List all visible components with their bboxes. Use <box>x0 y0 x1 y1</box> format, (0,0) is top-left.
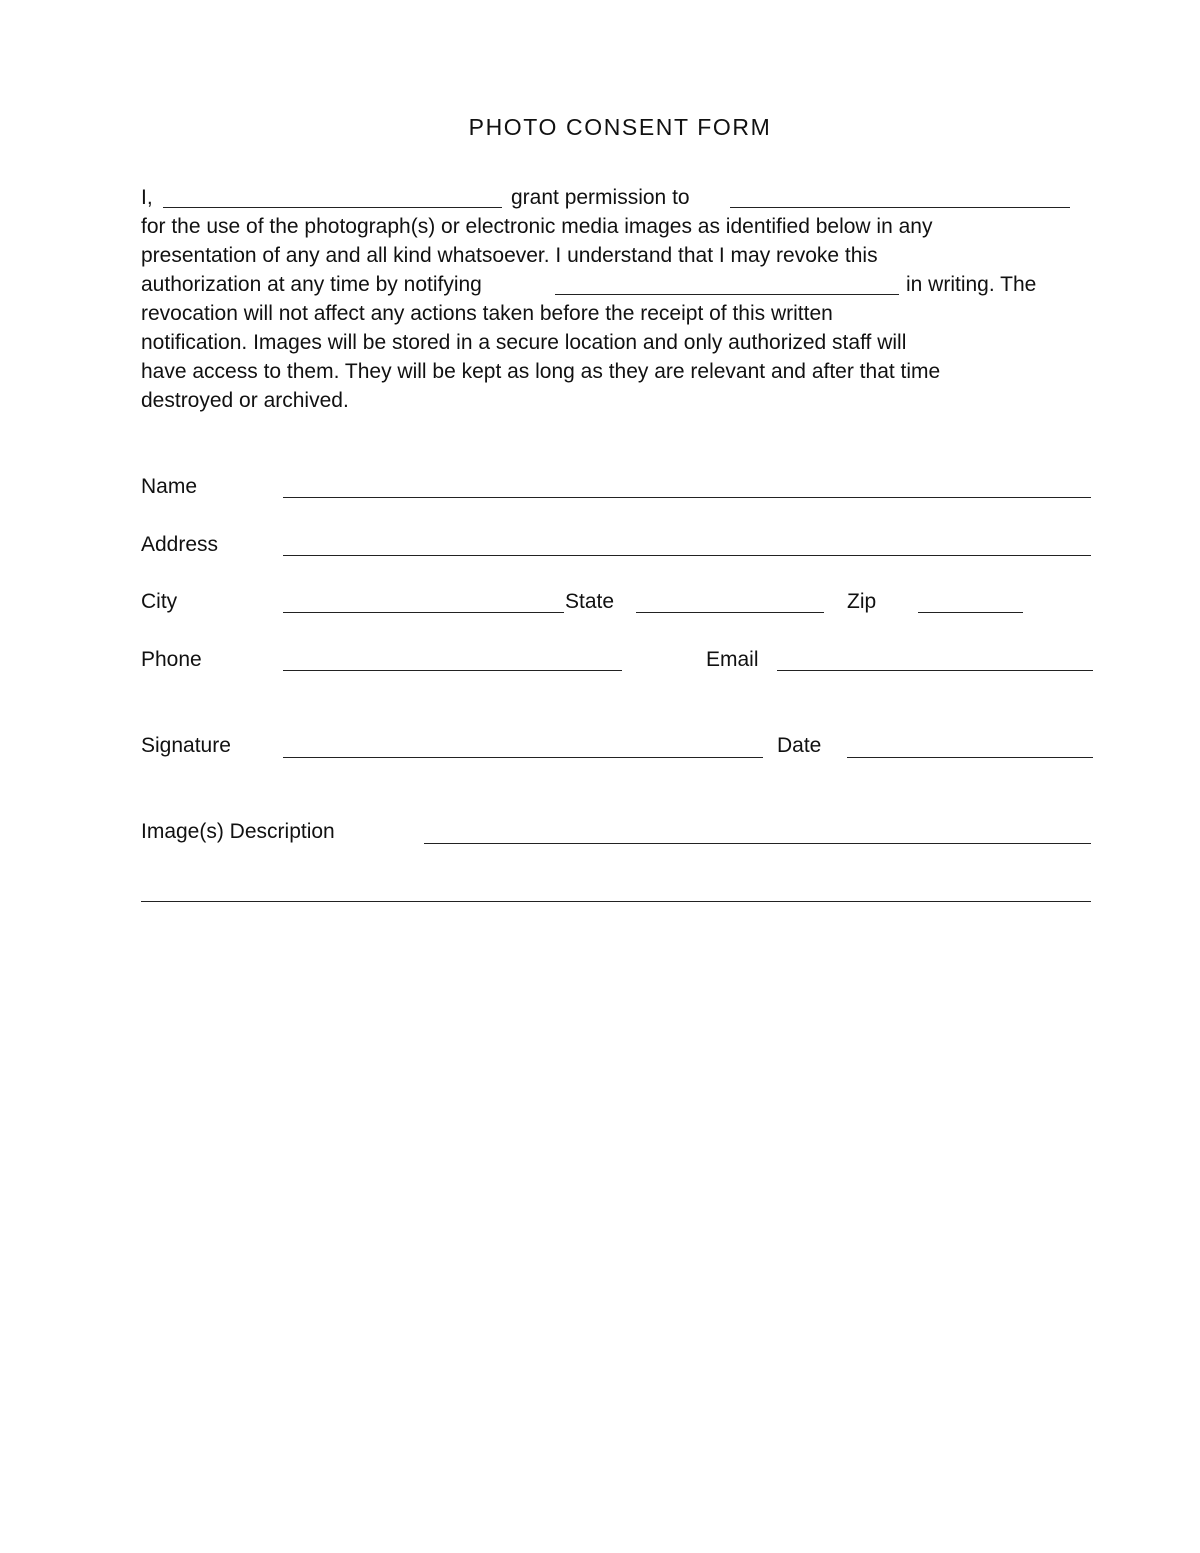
phone-label: Phone <box>141 648 202 671</box>
grantor-name-blank[interactable] <box>163 207 502 208</box>
paragraph-line-1-mid: grant permission to <box>511 186 690 209</box>
date-label: Date <box>777 734 822 757</box>
signature-field[interactable] <box>283 757 763 758</box>
zip-label: Zip <box>847 590 877 613</box>
paragraph-line-3: presentation of any and all kind whatsoever. I understand that I may revoke this <box>141 244 878 267</box>
description-label: Image(s) Description <box>141 820 335 843</box>
paragraph-line-2: for the use of the photograph(s) or electronic media images as identified below in any <box>141 215 933 238</box>
signature-label: Signature <box>141 734 231 757</box>
name-field[interactable] <box>283 497 1091 498</box>
name-label: Name <box>141 475 198 498</box>
state-field[interactable] <box>636 612 824 613</box>
paragraph-line-7: have access to them. They will be kept as long as they are relevant and after that time <box>141 360 941 383</box>
paragraph-line-5: revocation will not affect any actions taken before the receipt of this written <box>141 302 833 325</box>
paragraph-line-4-start: authorization at any time by notifying <box>141 273 482 296</box>
state-label: State <box>565 590 615 613</box>
email-field[interactable] <box>777 670 1093 671</box>
paragraph-line-1-start: I, <box>141 186 153 209</box>
address-label: Address <box>141 533 219 556</box>
paragraph-line-4-end: in writing. The <box>906 273 1037 296</box>
description-field-continued[interactable] <box>141 901 1091 902</box>
city-label: City <box>141 590 178 613</box>
notify-party-blank[interactable] <box>555 294 899 295</box>
description-field[interactable] <box>424 843 1091 844</box>
page-title: PHOTO CONSENT FORM <box>468 114 772 140</box>
email-label: Email <box>706 648 759 671</box>
city-field[interactable] <box>283 612 564 613</box>
paragraph-line-6: notification. Images will be stored in a secure location and only authorized staff will <box>141 331 907 354</box>
zip-field[interactable] <box>918 612 1023 613</box>
grantee-name-blank[interactable] <box>730 207 1070 208</box>
phone-field[interactable] <box>283 670 622 671</box>
address-field[interactable] <box>283 555 1091 556</box>
date-field[interactable] <box>847 757 1093 758</box>
paragraph-line-8: destroyed or archived. <box>141 389 349 412</box>
